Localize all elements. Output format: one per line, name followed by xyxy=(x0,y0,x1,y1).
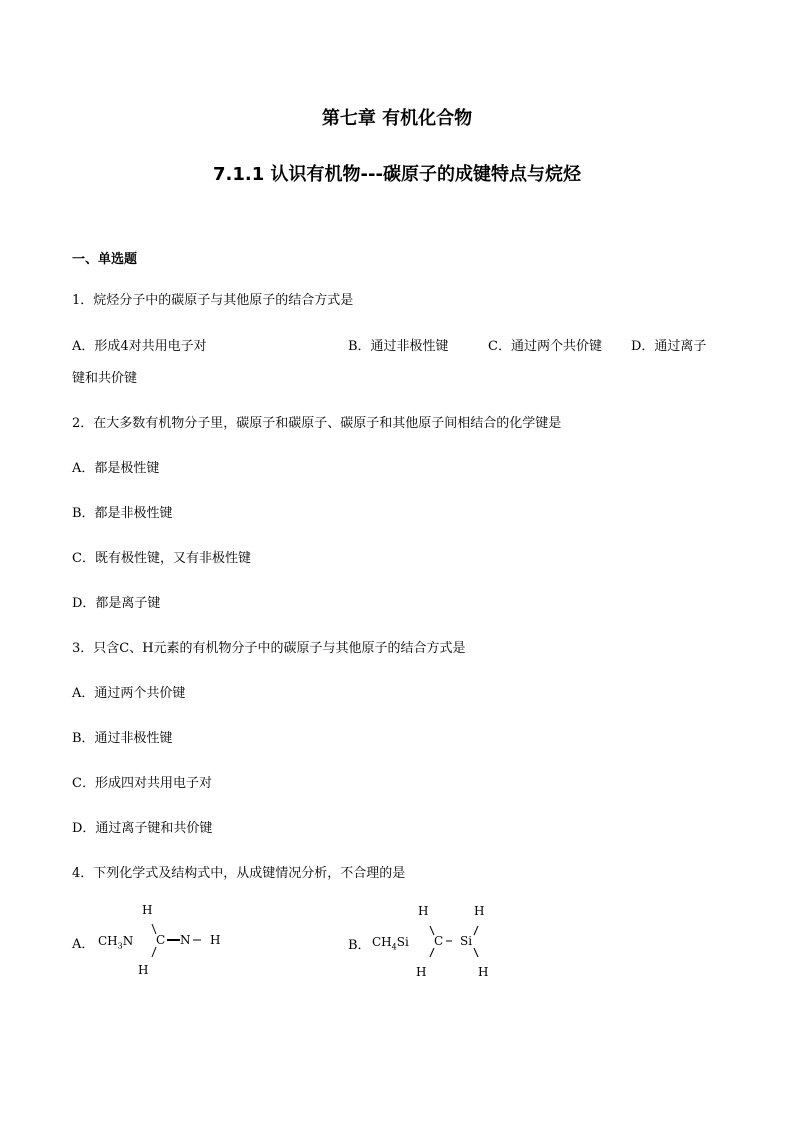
formula-a-sub: 3 xyxy=(117,941,123,951)
q4-option-a-structure xyxy=(130,900,230,980)
chapter-title: 第七章 有机化合物 xyxy=(321,108,473,129)
q4-option-b-structure xyxy=(410,900,510,982)
q2-option-d: D．都是离子键 xyxy=(72,596,161,611)
formula-a-tail: N xyxy=(122,934,134,948)
q4-option-b-label: B． xyxy=(348,938,371,953)
bond-b-tr xyxy=(474,926,478,935)
q4-option-b-formula xyxy=(372,935,409,951)
question-3-stem: 3．只含C、H元素的有机物分子中的碳原子与其他原子的结合方式是 xyxy=(72,641,466,656)
atom-b-tl-h: H xyxy=(418,904,429,918)
q1-option-c: C．通过两个共价键 xyxy=(488,339,602,354)
formula-a-main: CH xyxy=(98,934,118,948)
atom-a-c: C xyxy=(156,933,166,947)
q2-option-a: A．都是极性键 xyxy=(72,461,160,476)
bond-b-bl xyxy=(430,948,434,957)
q3-option-d: D．通过离子键和共价键 xyxy=(72,821,213,836)
question-2-stem: 2．在大多数有机物分子里，碳原子和碳原子、碳原子和其他原子间相结合的化学键是 xyxy=(72,416,562,431)
bond-b-br xyxy=(474,948,478,957)
q3-option-c: C．形成四对共用电子对 xyxy=(72,776,212,791)
q3-option-a: A．通过两个共价键 xyxy=(72,686,186,701)
q4-option-a-label: A． xyxy=(72,937,95,952)
atom-b-tr-h: H xyxy=(474,904,485,918)
q2-option-c: C．既有极性键，又有非极性键 xyxy=(72,551,251,566)
atom-b-si: Si xyxy=(460,934,473,948)
q1-option-a: A．形成4对共用电子对 xyxy=(72,339,207,354)
atom-b-br-h: H xyxy=(478,965,489,979)
atom-b-bl-h: H xyxy=(416,965,427,979)
q1-option-d-continued: 键和共价键 xyxy=(72,371,138,386)
question-1-stem: 1．烷烃分子中的碳原子与其他原子的结合方式是 xyxy=(72,293,354,308)
atom-a-right-h: H xyxy=(210,933,221,947)
atom-a-bottom-h: H xyxy=(138,963,149,977)
formula-b-sub: 4 xyxy=(391,942,397,952)
bond-a-bottom xyxy=(152,947,156,957)
q1-option-d: D．通过离子 xyxy=(631,339,707,354)
q4-option-a-formula xyxy=(98,934,133,950)
q1-option-b: B．通过非极性键 xyxy=(348,339,449,354)
atom-b-c: C xyxy=(434,934,444,948)
lesson-title: 7.1.1 认识有机物---碳原子的成键特点与烷烃 xyxy=(213,164,581,185)
q2-option-b: B．都是非极性键 xyxy=(72,506,173,521)
atom-a-top-h: H xyxy=(142,903,153,917)
q3-option-b: B．通过非极性键 xyxy=(72,731,173,746)
section-title: 一、单选题 xyxy=(72,252,138,267)
formula-b-tail: Si xyxy=(396,935,409,949)
question-4-stem: 4．下列化学式及结构式中，从成键情况分析，不合理的是 xyxy=(72,866,406,881)
atom-a-n: N xyxy=(180,933,191,947)
formula-b-main: CH xyxy=(372,935,392,949)
